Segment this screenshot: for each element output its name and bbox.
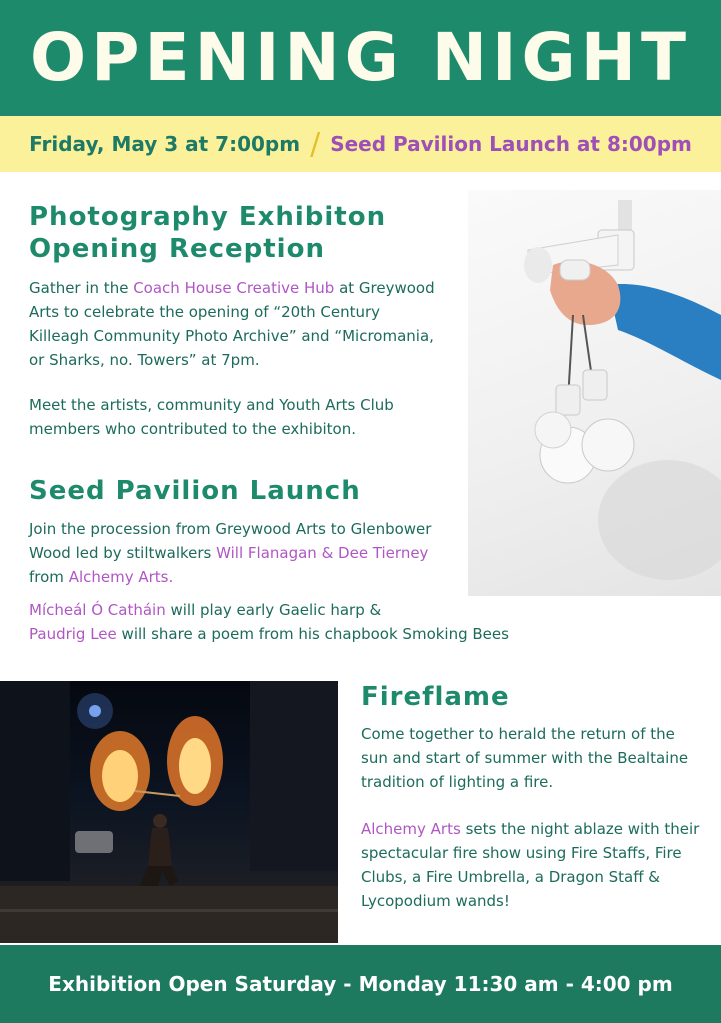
footer-banner [0,945,721,1023]
alchemy-arts-fire-link[interactable]: Alchemy Arts [361,820,461,838]
exhibition-hours: Exhibition Open Saturday - Monday 11:30 am - 4:00 pm [48,972,673,996]
stiltwalkers-link[interactable]: Will Flanagan & Dee Tierney [216,544,429,562]
fire-show-photo [0,681,338,943]
fireflame-paragraph-2: Alchemy Arts sets the night ablaze with their spectacular fire show using Fire Staffs, Fire Clubs, a Fire Umbrella, a Dragon Staff & Lycopodium wands! [361,820,700,910]
reception-heading-line1: Photography Exhibiton [29,202,387,232]
date-separator: / [310,126,321,162]
top-banner [0,0,721,116]
seed-paragraph-2: Mícheál Ó Catháin will play early Gaelic harp & Paudrig Lee will share a poem from his chapbook Smoking Bees [29,601,509,643]
date-bar [0,116,721,172]
coach-house-link[interactable]: Coach House Creative Hub [133,279,335,297]
alchemy-arts-link[interactable]: Alchemy Arts. [68,568,174,586]
reception-heading [29,201,386,265]
fireflame-paragraph-1: Come together to herald the return of the sun and start of summer with the Bealtaine tradition of lighting a fire. [361,725,689,791]
fireflame-heading: Fireflame [361,682,510,712]
lightbulbs-illustration [468,190,721,596]
reception-heading-line2: Opening Reception [29,234,325,264]
page-title: OPENING NIGHT [30,19,691,96]
event-date-time: Friday, May 3 at 7:00pm [29,132,301,156]
seed-heading: Seed Pavilion Launch [29,476,361,506]
reception-paragraph-1: Gather in the Coach House Creative Hub at Greywood Arts to celebrate the opening of “20th Century Killeagh Community Photo Archive” and “Micromania, or Sharks, no. Towers” at 7pm. [29,279,435,369]
seed-paragraph-1: Join the procession from Greywood Arts to Glenbower Wood led by stiltwalkers Will Flanagan & Dee Tierney from Alchemy Arts. [29,520,432,586]
launch-time: Seed Pavilion Launch at 8:00pm [330,132,692,156]
poet-link[interactable]: Paudrig Lee [29,625,117,643]
reception-paragraph-2: Meet the artists, community and Youth Arts Club members who contributed to the exhibiton. [29,396,394,438]
harpist-link[interactable]: Mícheál Ó Catháin [29,601,166,619]
lightbulbs-photo [468,190,721,596]
fire-performer-illustration [0,681,338,943]
